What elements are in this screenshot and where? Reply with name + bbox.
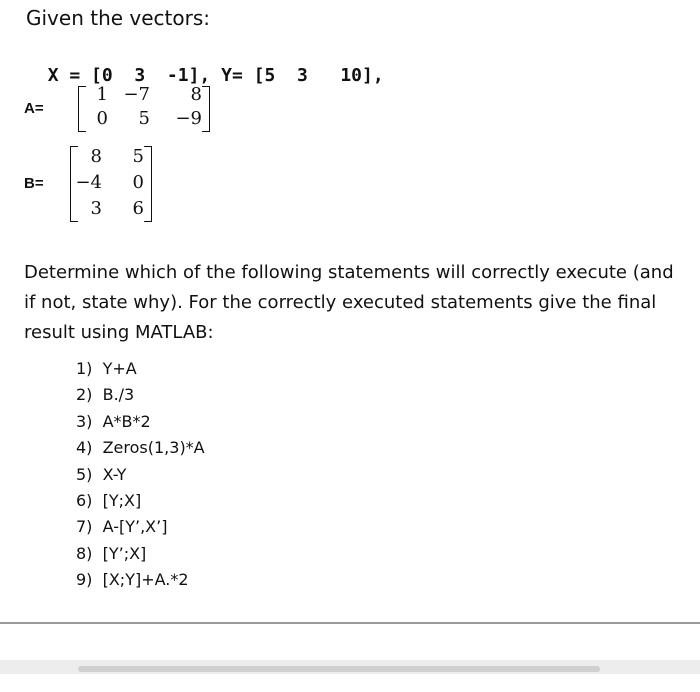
matrix-b-cell: 5 <box>132 146 144 167</box>
matrix-a-cell: −7 <box>123 84 150 105</box>
vector-y-label: Y= <box>221 65 243 86</box>
vector-x-value: [0 3 -1], <box>91 65 211 86</box>
matrix-b-cell: 3 <box>90 198 102 219</box>
matrix-a-right-bracket <box>202 86 210 132</box>
statement-item: 7) A-[Y’,X’] <box>76 517 168 537</box>
matrix-b-label: B= <box>24 175 44 192</box>
matrix-a-label: A= <box>24 100 44 117</box>
statement-list <box>76 356 205 594</box>
matrix-a-cell: 1 <box>96 84 108 105</box>
matrix-a-cell: 5 <box>138 108 150 129</box>
statement-item: 2) B./3 <box>76 385 135 405</box>
matrix-b <box>70 146 152 222</box>
statement-item: 9) [X;Y]+A.*2 <box>76 570 189 590</box>
statement-item: 4) Zeros(1,3)*A <box>76 438 205 458</box>
statement-item: 6) [Y;X] <box>76 491 142 511</box>
vector-definitions <box>26 44 384 86</box>
matrix-b-cell: 8 <box>90 146 102 167</box>
matrix-a-cell: 8 <box>190 84 202 105</box>
vector-x-label: X = <box>47 65 81 86</box>
statement-item: 5) X-Y <box>76 464 127 484</box>
matrix-b-right-bracket <box>144 146 152 222</box>
matrix-a <box>78 86 210 132</box>
statement-item: 1) Y+A <box>76 359 137 378</box>
matrix-a-cell: −9 <box>175 108 202 129</box>
question-paragraph: Determine which of the following statements will correctly execute (and if not, state why). For the correctly executed statements give the final result using MATLAB: <box>24 262 674 343</box>
statement-item: 8) [Y’;X] <box>76 543 147 563</box>
heading-given-vectors: Given the vectors: <box>26 6 211 30</box>
matrix-b-cell: 0 <box>132 172 144 193</box>
horizontal-scrollbar-thumb[interactable] <box>78 666 600 672</box>
statement-item: 3) A*B*2 <box>76 411 151 431</box>
matrix-b-cell: 6 <box>132 198 144 219</box>
footer-area <box>0 624 700 692</box>
matrix-b-cell: −4 <box>75 172 102 193</box>
matrix-a-cell: 0 <box>96 108 108 129</box>
vector-y-value: [5 3 10], <box>253 65 384 86</box>
